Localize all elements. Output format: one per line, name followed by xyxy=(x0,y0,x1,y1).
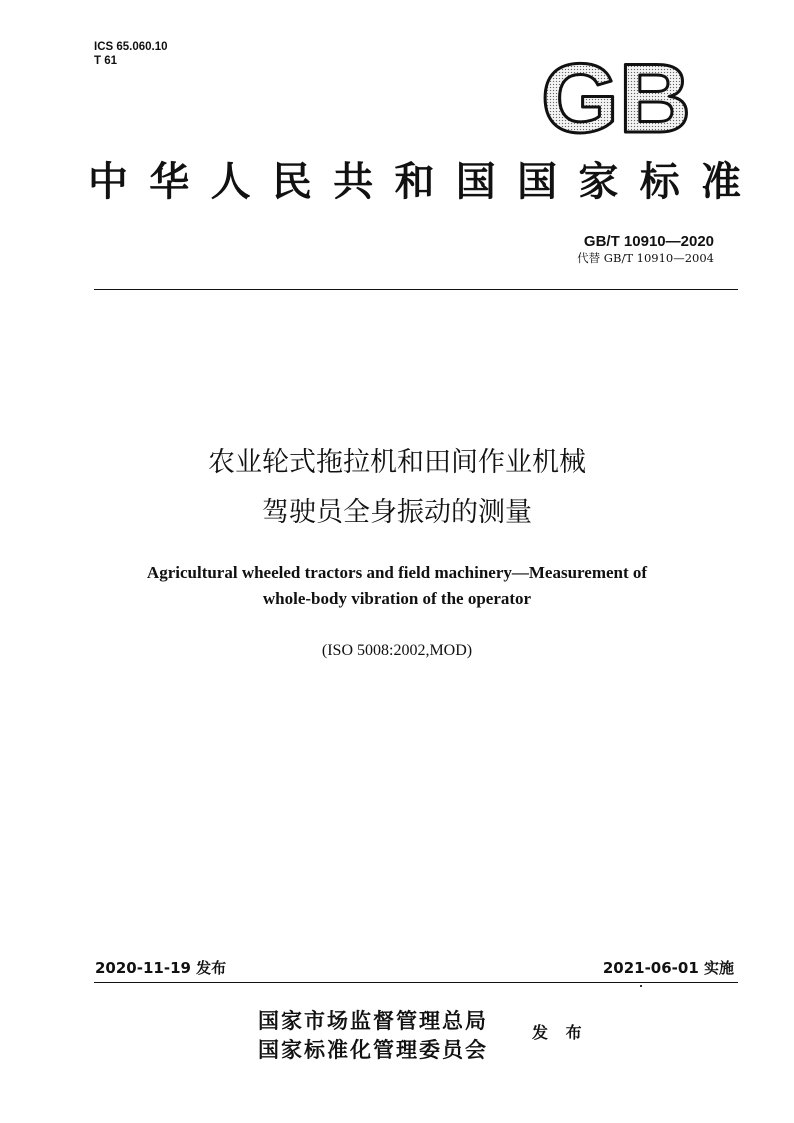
header-divider xyxy=(94,289,738,290)
adoption-reference: (ISO 5008:2002,MOD) xyxy=(321,642,473,659)
gb-logo-text: GB xyxy=(541,53,691,139)
publish-label: 发 布 xyxy=(532,1023,588,1042)
title-chinese-line2: 驾驶员全身振动的测量 xyxy=(262,497,532,528)
issuer-sac: 国家标准化管理委员会 xyxy=(258,1037,488,1062)
standard-body-title: 中华人民共和国国家标准 xyxy=(88,158,744,205)
replaced-standard: 代替 GB/T 10910—2004 xyxy=(577,251,714,265)
ccs-code: T 61 xyxy=(94,55,118,67)
classification-codes xyxy=(94,40,168,68)
stray-dot xyxy=(640,985,642,987)
ics-code: ICS 65.060.10 xyxy=(94,41,168,53)
issue-date: 2020-11-19 发布 xyxy=(95,959,227,977)
title-chinese-line1: 农业轮式拖拉机和田间作业机械 xyxy=(208,447,586,478)
title-english-line2: whole-body vibration of the operator xyxy=(262,589,532,608)
standard-number-block xyxy=(577,233,714,265)
issuer-samr: 国家市场监督管理总局 xyxy=(258,1008,488,1033)
footer-divider xyxy=(94,982,738,983)
issuing-authorities xyxy=(258,1006,488,1064)
gb-logo xyxy=(540,53,692,139)
implementation-date: 2021-06-01 实施 xyxy=(602,959,734,977)
standard-number: GB/T 10910—2020 xyxy=(583,233,714,250)
title-english-line1: Agricultural wheeled tractors and field machinery—Measurement of xyxy=(146,563,648,582)
